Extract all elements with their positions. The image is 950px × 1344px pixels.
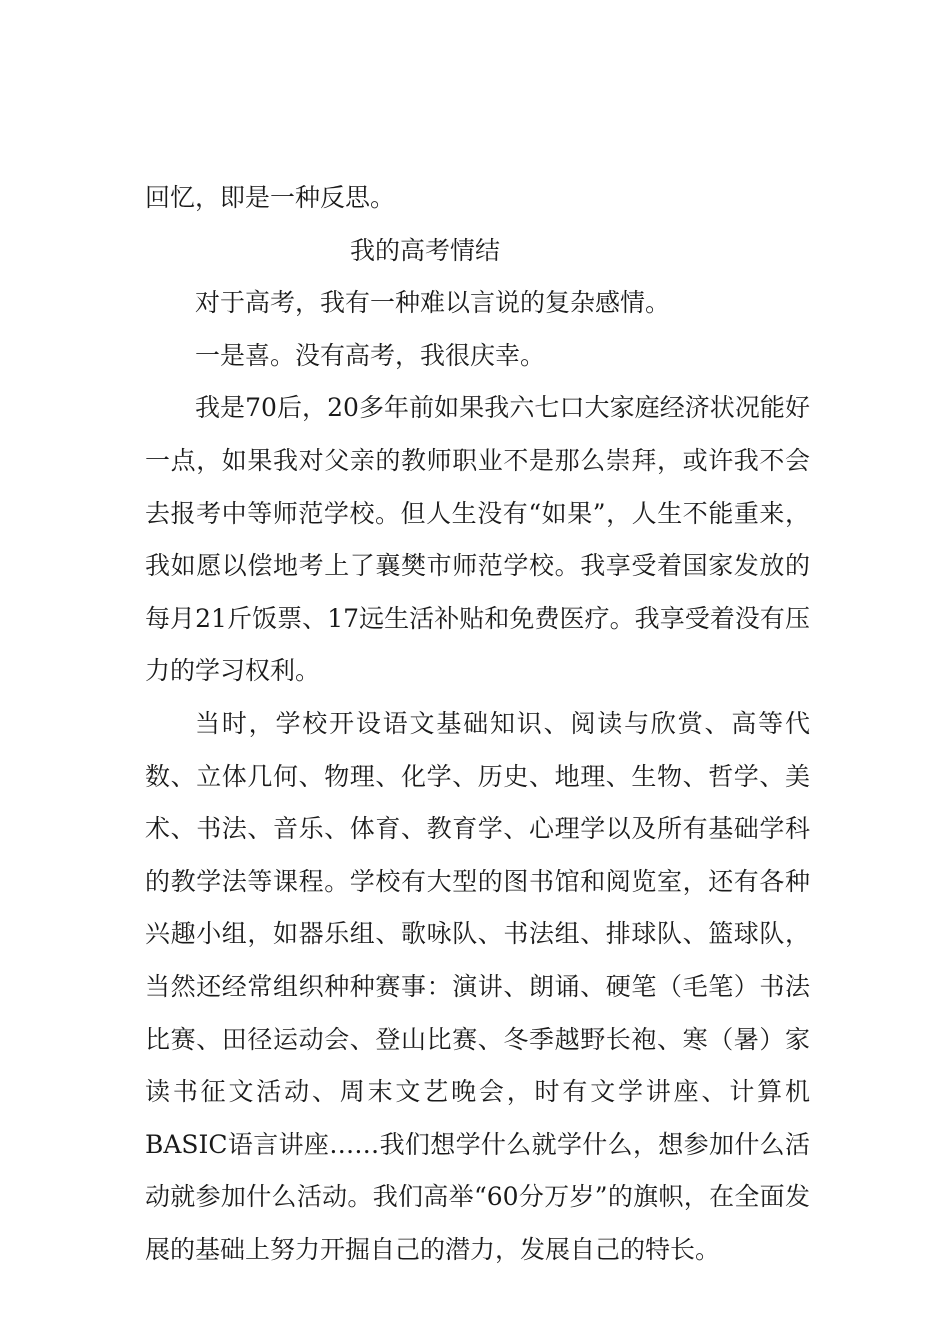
paragraph-2: 一是喜。没有高考，我很庆幸。	[195, 340, 546, 370]
opening-line: 回忆，即是一种反思。	[145, 183, 396, 212]
paragraph-1: 对于高考，我有一种难以言说的复杂感情。	[195, 288, 671, 318]
document-title: 我的高考情结	[350, 235, 501, 265]
document-body	[145, 172, 810, 1276]
paragraph-3: 我是70后，20多年前如果我六七口大家庭经济状况能好一点，如果我对父亲的教师职业不是那么崇拜，或许我不会去报考中等师范学校。但人生没有“如果”，人生不能重来，我如愿以偿地考上了襄樊市师范学校。我享受着国家发放的每月21斤饭票、17远生活补贴和免费医疗。我享受着没有压力的学习权利。	[145, 393, 810, 686]
paragraph-4: 当时，学校开设语文基础知识、阅读与欣赏、高等代数、立体几何、物理、化学、历史、地理、生物、哲学、美术、书法、音乐、体育、教育学、心理学以及所有基础学科的教学法等课程。学校有大型的图书馆和阅览室，还有各种兴趣小组，如器乐组、歌咏队、书法组、排球队、篮球队，当然还经常组织种种赛事：演讲、朗诵、硬笔（毛笔）书法比赛、田径运动会、登山比赛、冬季越野长袍、寒（暑）家读书征文活动、周末文艺晚会，时有文学讲座、计算机BASIC语言讲座……我们想学什么就学什么，想参加什么活动就参加什么活动。我们高举“60分万岁”的旗帜，在全面发展的基础上努力开掘自己的潜力，发展自己的特长。	[145, 708, 810, 1264]
